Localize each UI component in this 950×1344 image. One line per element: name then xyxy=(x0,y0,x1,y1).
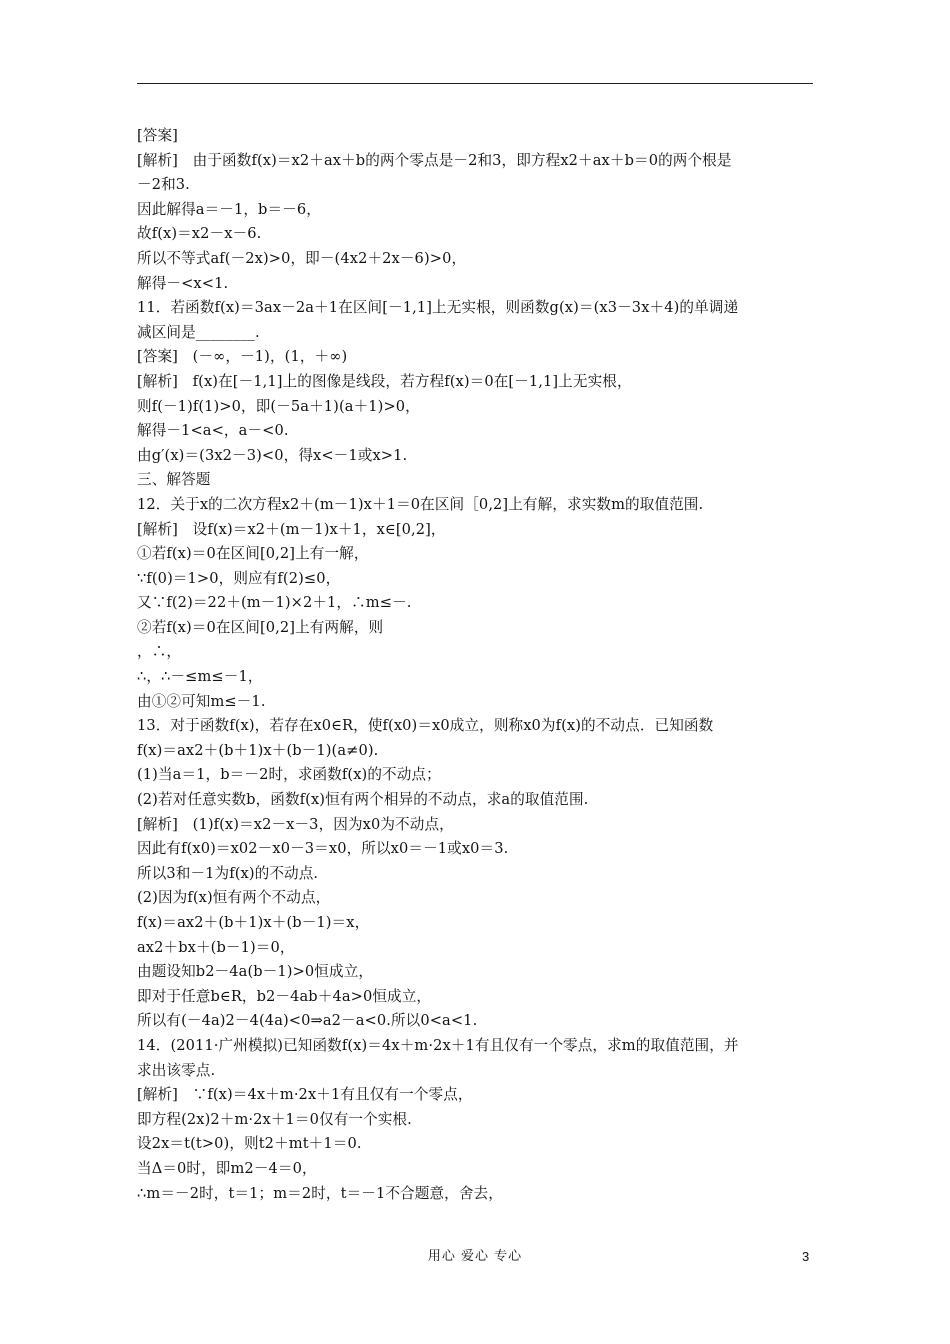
text-line: 则f(－1)f(1)>0，即(－5a＋1)(a＋1)>0， xyxy=(137,397,420,415)
text-line: 解得－<x<1. xyxy=(137,274,229,292)
text-line: 三、解答题 xyxy=(137,471,211,489)
text-line: ax2＋bx＋(b－1)＝0， xyxy=(137,938,295,956)
text-line: 即方程(2x)2＋m·2x＋1＝0仅有一个实根. xyxy=(137,1110,412,1128)
text-line: 因此解得a＝－1，b＝－6， xyxy=(137,200,321,218)
text-line: 所以不等式af(－2x)>0，即－(4x2＋2x－6)>0， xyxy=(137,249,467,267)
text-line: 12．关于x的二次方程x2＋(m－1)x＋1＝0在区间［0,2]上有解，求实数m的取值范围. xyxy=(137,495,704,513)
text-line: ∵f(0)＝1>0，则应有f(2)≤0， xyxy=(137,569,341,587)
text-line: ∴，∴－≤m≤－1， xyxy=(137,668,263,686)
text-line: 所以有(－4a)2－4(4a)<0⇒a2－a<0.所以0<a<1. xyxy=(137,1012,478,1030)
text-line: 当Δ＝0时，即m2－4＝0， xyxy=(137,1159,317,1177)
text-line: ①若f(x)＝0在区间[0,2]上有一解， xyxy=(137,545,369,563)
text-line: ∴m＝－2时，t＝1；m＝2时，t＝－1不合题意，舍去， xyxy=(137,1184,503,1202)
text-line: [解析] f(x)在[－1,1]上的图像是线段，若方程f(x)＝0在[－1,1]上无实根， xyxy=(137,372,632,390)
text-line: [答案] (－∞，－1)，(1，＋∞) xyxy=(137,348,348,366)
text-line: 因此有f(x0)＝x02－x0－3＝x0，所以x0＝－1或x0＝3. xyxy=(137,840,509,858)
text-line: ，∴， xyxy=(137,643,182,661)
text-line: 由①②可知m≤－1. xyxy=(137,692,266,710)
text-line: [解析] 由于函数f(x)＝x2＋ax＋b的两个零点是－2和3，即方程x2＋ax＋b＝0的两个根是 xyxy=(137,151,732,169)
text-line: 解得－1<a<，a－<0. xyxy=(137,422,289,440)
text-line: (2)因为f(x)恒有两个不动点， xyxy=(137,889,331,907)
header-rule xyxy=(137,83,813,84)
text-line: [答案] xyxy=(137,127,178,144)
footer-text: 用心 爱心 专心 xyxy=(427,1249,523,1264)
text-line: 由题设知b2－4a(b－1)>0恒成立， xyxy=(137,963,374,981)
text-line: 求出该零点. xyxy=(137,1061,216,1079)
text-line: 故f(x)＝x2－x－6. xyxy=(137,225,262,243)
text-line: (2)若对任意实数b，函数f(x)恒有两个相异的不动点，求a的取值范围. xyxy=(137,791,589,809)
page-number: 3 xyxy=(802,1249,810,1264)
text-line: 设2x＝t(t>0)，则t2＋mt＋1＝0. xyxy=(137,1135,362,1153)
text-line: 所以3和－1为f(x)的不动点. xyxy=(137,864,319,882)
text-line: 即对于任意b∈R，b2－4ab＋4a>0恒成立， xyxy=(137,987,432,1005)
text-line: 又∵f(2)＝22＋(m－1)×2＋1，∴m≤－. xyxy=(137,594,412,612)
text-line: 减区间是________. xyxy=(137,323,260,341)
text-line: －2和3. xyxy=(137,176,190,194)
text-line: 14．(2011·广州模拟)已知函数f(x)＝4x＋m·2x＋1有且仅有一个零点，求m的取值范围，并 xyxy=(137,1036,739,1054)
text-line: (1)当a＝1，b＝－2时，求函数f(x)的不动点； xyxy=(137,766,441,784)
text-line: ②若f(x)＝0在区间[0,2]上有两解，则 xyxy=(137,618,384,636)
text-line: [解析] 设f(x)＝x2＋(m－1)x＋1，x∈[0,2]， xyxy=(137,520,446,538)
document-body xyxy=(137,124,827,1206)
text-line: f(x)＝ax2＋(b＋1)x＋(b－1)(a≠0). xyxy=(137,741,379,759)
text-line: 11．若函数f(x)＝3ax－2a＋1在区间[－1,1]上无实根，则函数g(x)＝(x3－3x＋4)的单调递 xyxy=(137,299,739,317)
text-line: 由g′(x)＝(3x2－3)<0，得x<－1或x>1. xyxy=(137,446,408,464)
text-line: [解析] ∵f(x)＝4x＋m·2x＋1有且仅有一个零点， xyxy=(137,1086,473,1104)
text-line: f(x)＝ax2＋(b＋1)x＋(b－1)＝x， xyxy=(137,914,370,931)
text-line: [解析] (1)f(x)＝x2－x－3，因为x0为不动点， xyxy=(137,815,454,833)
text-line: 13．对于函数f(x)，若存在x0∈R，使f(x0)＝x0成立，则称x0为f(x)的不动点．已知函数 xyxy=(137,717,714,735)
